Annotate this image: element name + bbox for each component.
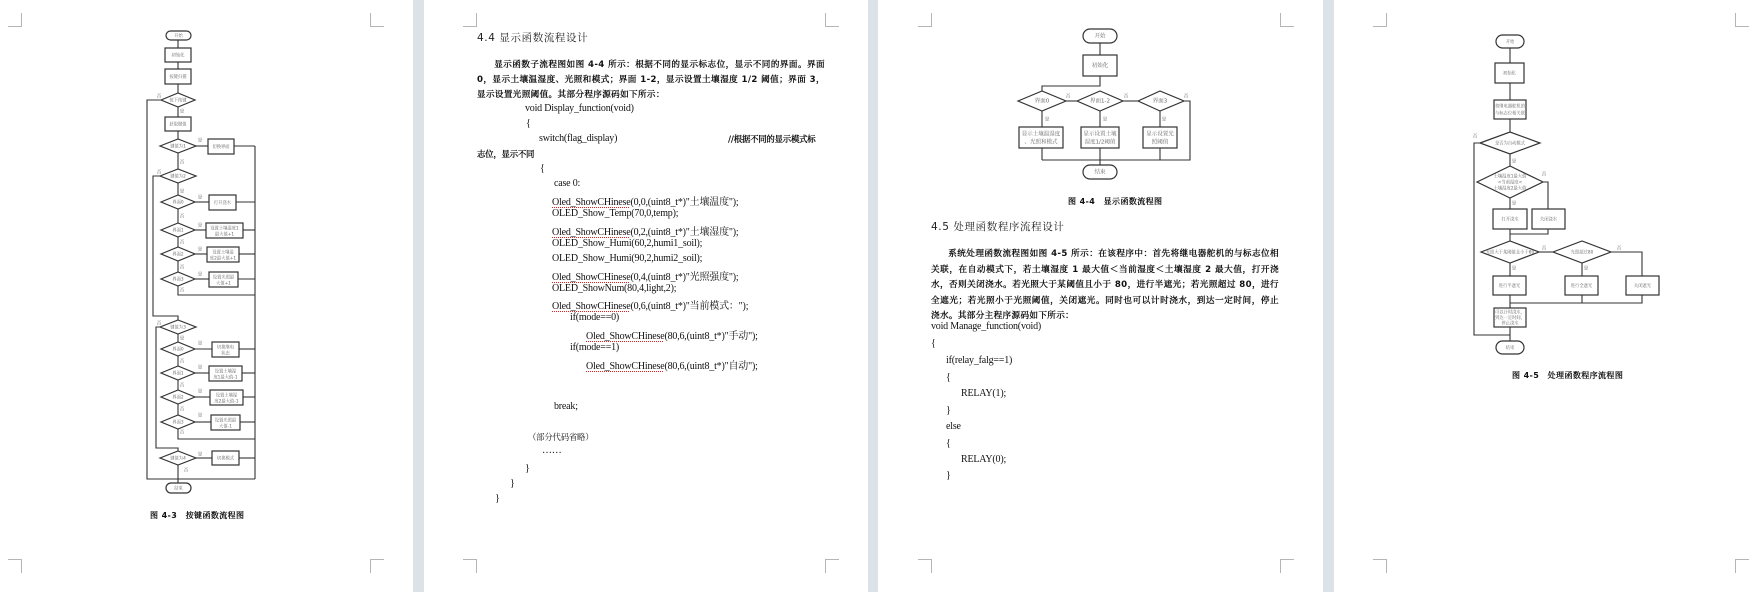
- svg-text:是: 是: [197, 138, 203, 144]
- inc2-node: [207, 247, 239, 262]
- svg-text:是: 是: [1044, 117, 1050, 123]
- code-line: void Manage_function(void): [931, 321, 1042, 332]
- dec3-node: [211, 415, 240, 430]
- init-node: [1495, 63, 1524, 83]
- code-token: (80,6,(uint8_t*)"自动");: [664, 361, 758, 372]
- svg-text:切换模式: 切换模式: [216, 456, 235, 462]
- svg-text:界面3: 界面3: [1152, 98, 1168, 105]
- svg-text:初始化: 初始化: [1503, 71, 1516, 77]
- svg-text:大值+1: 大值+1: [216, 281, 231, 287]
- svg-text:土壤湿度1最大值: 土壤湿度1最大值: [1493, 174, 1527, 180]
- section-heading: 4.4 显示函数流程设计: [477, 32, 589, 44]
- svg-text:否: 否: [179, 160, 185, 166]
- svg-text:设置土壤湿: 设置土壤湿: [212, 250, 234, 256]
- svg-text:关闭浇水: 关闭浇水: [1539, 217, 1558, 223]
- svg-text:初始化: 初始化: [1091, 63, 1109, 69]
- code-token: (0,6,(uint8_t*)"当前模式：");: [630, 301, 749, 312]
- code-line: {: [526, 118, 531, 129]
- relay-node: [212, 342, 239, 357]
- svg-text:否: 否: [179, 383, 185, 389]
- svg-text:否: 否: [179, 214, 185, 220]
- key2-decision: [160, 169, 196, 183]
- end-node: [166, 483, 191, 493]
- show-main-node: [1019, 127, 1063, 148]
- ui0-decision: [161, 342, 195, 356]
- svg-text:结束: 结束: [1094, 169, 1106, 176]
- code-comment: 志位，显示不同: [477, 149, 535, 159]
- code-line: OLED_Show_Temp(70,0,temp);: [552, 208, 679, 219]
- svg-text:是: 是: [197, 272, 203, 278]
- svg-text:<当前湿度<: <当前湿度<: [1497, 180, 1523, 186]
- svg-text:切换继电: 切换继电: [216, 345, 235, 351]
- start-node: [1083, 29, 1117, 43]
- code-line: ……: [542, 445, 562, 456]
- code-line: if(mode==0): [570, 312, 620, 323]
- svg-text:否: 否: [179, 407, 185, 413]
- svg-text:关闭遮光: 关闭遮光: [1633, 284, 1652, 289]
- svg-text:是: 是: [1511, 159, 1517, 165]
- page-3: [878, 0, 1323, 592]
- start-node: [166, 31, 191, 40]
- svg-text:最大值+1: 最大值+1: [214, 232, 235, 238]
- ui1-decision: [161, 366, 195, 380]
- code-line: }: [946, 405, 951, 416]
- end-node: [1083, 165, 1117, 179]
- code-line: OLED_ShowNum(80,4,light,2);: [552, 283, 677, 294]
- show-soil-threshold-node: [1081, 127, 1119, 148]
- code-line: [552, 223, 738, 238]
- svg-text:停止浇水: 停止浇水: [1501, 321, 1519, 327]
- code-line: {: [931, 338, 936, 349]
- process-function-flowchart: [1334, 0, 1762, 400]
- auto-mode-decision: [1480, 132, 1540, 154]
- water-off-node: [1532, 209, 1565, 229]
- show-light-threshold-node: [1143, 127, 1177, 148]
- svg-text:按下按键: 按下按键: [169, 98, 187, 104]
- svg-text:否: 否: [1616, 246, 1622, 252]
- get-key-node: [165, 117, 191, 131]
- svg-text:界面1: 界面1: [172, 228, 184, 234]
- svg-text:否: 否: [179, 288, 185, 294]
- svg-text:界面3: 界面3: [172, 277, 184, 283]
- end-node: [1496, 341, 1524, 354]
- svg-text:否: 否: [179, 240, 185, 246]
- svg-text:设置土壤湿度1: 设置土壤湿度1: [210, 226, 239, 232]
- half-shade-node: [1493, 276, 1526, 295]
- svg-text:是: 是: [179, 336, 185, 342]
- svg-text:是: 是: [197, 413, 203, 419]
- svg-text:是: 是: [197, 247, 203, 253]
- code-line: if(relay_falg==1): [946, 355, 1013, 366]
- humidity-decision: [1477, 166, 1543, 198]
- code-line: {: [946, 438, 951, 449]
- code-comment: //根据不同的显示模式标: [728, 134, 816, 144]
- svg-text:界面1: 界面1: [172, 371, 184, 377]
- code-token: (0,0,(uint8_t*)"土壤温度");: [630, 197, 739, 208]
- svg-text:界面0: 界面0: [1034, 98, 1050, 105]
- svg-text:否: 否: [156, 321, 162, 327]
- svg-text:是: 是: [1102, 117, 1108, 123]
- svg-text:光照超过80: 光照超过80: [1570, 250, 1594, 256]
- init-node: [165, 48, 191, 62]
- svg-text:开始: 开始: [1505, 40, 1515, 45]
- ui3-decision: [161, 415, 195, 429]
- inc1-node: [206, 223, 243, 238]
- svg-text:设置土壤湿: 设置土壤湿: [215, 393, 238, 399]
- svg-text:显示土壤温湿度: 显示土壤温湿度: [1021, 131, 1061, 138]
- code-line: RELAY(1);: [961, 388, 1007, 399]
- code-line: [552, 297, 748, 312]
- code-token: Oled_ShowCHinese: [586, 361, 665, 372]
- key1-decision: [160, 139, 196, 153]
- ui3-decision: [161, 272, 195, 286]
- code-token: (0,2,(uint8_t*)"土壤湿度");: [630, 227, 739, 238]
- margin-mark: [1735, 559, 1749, 573]
- svg-text:打开浇水: 打开浇水: [213, 201, 232, 206]
- svg-text:是: 是: [1161, 117, 1167, 123]
- svg-text:否: 否: [156, 94, 162, 100]
- svg-text:是: 是: [1511, 266, 1517, 272]
- section-heading: 4.5 处理函数程序流程设计: [931, 221, 1065, 233]
- code-line: [552, 193, 738, 208]
- svg-text:照阈值: 照阈值: [1151, 139, 1169, 146]
- ui1-decision: [161, 223, 195, 237]
- svg-text:进行全遮光: 进行全遮光: [1570, 284, 1593, 289]
- svg-text:光照大于某阈值且小于80: 光照大于某阈值且小于80: [1485, 250, 1535, 256]
- display-function-flowchart: [878, 0, 1323, 220]
- code-line: OLED_Show_Humi(90,2,humi2_soil);: [552, 253, 703, 264]
- svg-text:结束: 结束: [174, 486, 183, 492]
- light-range-decision: [1481, 241, 1539, 263]
- svg-text:设置光照最: 设置光照最: [212, 275, 235, 281]
- ui2-decision: [161, 247, 195, 261]
- code-line: if(mode==1): [570, 342, 620, 353]
- svg-text:是: 是: [179, 189, 185, 195]
- svg-text:初始化: 初始化: [171, 53, 185, 59]
- inc3-node: [209, 272, 238, 287]
- svg-text:度2最大值-1: 度2最大值-1: [214, 399, 239, 405]
- svg-text:否: 否: [179, 359, 185, 365]
- svg-text:界面2: 界面2: [172, 252, 184, 258]
- ui0-decision: [1018, 91, 1066, 111]
- code-token: Oled_ShowCHinese: [586, 331, 665, 342]
- svg-text:是: 是: [197, 389, 203, 395]
- code-line: }: [495, 493, 500, 504]
- switch-ui-node: [208, 139, 234, 154]
- svg-text:界面3: 界面3: [172, 420, 184, 426]
- svg-text:显示设置光: 显示设置光: [1146, 131, 1174, 138]
- code-note: （部分代码省略）: [528, 432, 594, 442]
- code-token: Oled_ShowCHinese: [552, 301, 631, 312]
- svg-text:度1最大值-1: 度1最大值-1: [213, 375, 238, 381]
- body-paragraph: 系统处理函数流程图如图 4-5 所示：在该程序中：首先将继电器舵机的与标志位相关联，在自动模式下，若土壤湿度 1 最大值＜当前湿度＜土壤湿度 2 最大值，打开浇水，否则关闭浇水。若光照大于某阈值且小于 80，进行半遮光；若光照超过 80，进行全遮光；若光照小于光照阈值，关闭遮光。同时也可以计时浇水，到达一定时间，停止浇水。其部分主程序源码如下所示：: [931, 249, 1279, 321]
- svg-text:键值为3: 键值为3: [170, 325, 186, 331]
- ui0-decision: [161, 195, 195, 209]
- svg-text:键值为4: 键值为4: [170, 456, 186, 462]
- key-function-flowchart: [0, 0, 413, 592]
- svg-text:否: 否: [156, 170, 162, 176]
- code-line: [586, 327, 758, 342]
- code-line: else: [946, 421, 961, 432]
- svg-text:否: 否: [183, 468, 189, 474]
- margin-mark: [463, 559, 477, 573]
- svg-text:否: 否: [1183, 94, 1189, 100]
- svg-text:土壤湿度2最大值: 土壤湿度2最大值: [1493, 186, 1527, 192]
- svg-text:按键扫描: 按键扫描: [169, 75, 187, 80]
- svg-text:是: 是: [197, 195, 203, 201]
- svg-text:度2最大值+1: 度2最大值+1: [209, 256, 237, 262]
- code-line: {: [946, 372, 951, 383]
- water-node: [209, 195, 236, 210]
- dec1-node: [209, 366, 242, 381]
- svg-text:否: 否: [1472, 134, 1478, 140]
- margin-mark: [918, 559, 932, 573]
- svg-text:结束: 结束: [1505, 346, 1515, 351]
- init-node: [1083, 55, 1117, 76]
- code-token: (0,4,(uint8_t*)"光照强度");: [630, 272, 739, 283]
- svg-text:设置光照最: 设置光照最: [214, 418, 237, 424]
- full-shade-node: [1565, 276, 1598, 295]
- svg-text:将继电器舵机的: 将继电器舵机的: [1494, 104, 1526, 110]
- svg-text:是: 是: [1583, 266, 1589, 272]
- svg-text:获取键值: 获取键值: [169, 122, 187, 128]
- code-token: (80,6,(uint8_t*)"手动");: [664, 331, 758, 342]
- svg-text:键值为1: 键值为1: [170, 144, 186, 150]
- code-line: RELAY(0);: [961, 454, 1007, 465]
- svg-text:大值-1: 大值-1: [219, 424, 232, 430]
- svg-text:是: 是: [197, 341, 203, 347]
- svg-text:否: 否: [1541, 246, 1547, 252]
- ui2-decision: [161, 390, 195, 404]
- page-2: [424, 0, 868, 592]
- key3-decision: [160, 320, 196, 334]
- figure-caption: 图 4-5 处理函数程序流程图: [1512, 371, 1624, 380]
- svg-text:是否为自动模式: 是否为自动模式: [1494, 141, 1526, 147]
- svg-text:否: 否: [179, 430, 185, 436]
- code-line: }: [946, 470, 951, 481]
- svg-text:是: 是: [179, 109, 185, 115]
- margin-mark: [463, 13, 477, 27]
- scan-node: [165, 69, 191, 84]
- key-pressed-decision: [161, 93, 195, 107]
- svg-text:到达一定时间，: 到达一定时间，: [1494, 316, 1526, 321]
- svg-text:界面0: 界面0: [172, 200, 184, 206]
- svg-text:、光照和模式: 、光照和模式: [1024, 139, 1058, 146]
- svg-text:界面1-2: 界面1-2: [1090, 98, 1110, 105]
- code-line: case 0:: [554, 178, 581, 189]
- svg-text:否: 否: [1123, 94, 1129, 100]
- svg-text:湿度1/2阈值: 湿度1/2阈值: [1084, 139, 1116, 146]
- timer-water-node: [1494, 308, 1526, 327]
- code-line: switch(flag_display): [539, 133, 618, 144]
- svg-text:打开浇水: 打开浇水: [1501, 217, 1519, 223]
- margin-mark: [825, 559, 839, 573]
- associate-node: [1494, 100, 1526, 119]
- svg-text:是: 是: [197, 452, 203, 458]
- code-token: Oled_ShowCHinese: [552, 272, 631, 283]
- svg-text:设置土壤湿: 设置土壤湿: [214, 369, 237, 375]
- svg-text:否: 否: [1065, 94, 1071, 100]
- svg-text:界面0: 界面0: [172, 347, 184, 353]
- key4-decision: [160, 451, 196, 465]
- code-line: }: [510, 478, 515, 489]
- water-on-node: [1493, 209, 1527, 229]
- svg-text:开始: 开始: [174, 34, 183, 39]
- svg-text:进行半遮光: 进行半遮光: [1498, 284, 1521, 289]
- page-1: [0, 0, 413, 592]
- svg-text:界面2: 界面2: [172, 395, 184, 401]
- code-line: }: [525, 463, 530, 474]
- page-4: [1334, 0, 1762, 592]
- svg-text:是: 是: [197, 223, 203, 229]
- svg-text:是: 是: [197, 365, 203, 371]
- margin-mark: [1373, 559, 1387, 573]
- svg-text:可以计时浇水，: 可以计时浇水，: [1494, 310, 1526, 316]
- code-token: Oled_ShowCHinese: [552, 197, 631, 208]
- mode-node: [212, 451, 239, 465]
- dec2-node: [210, 390, 243, 405]
- code-line: OLED_Show_Humi(60,2,humi1_soil);: [552, 238, 703, 249]
- figure-caption: 图 4-4 显示函数流程图: [1068, 197, 1163, 206]
- margin-mark: [825, 13, 839, 27]
- shade-off-node: [1626, 276, 1659, 295]
- start-node: [1496, 35, 1524, 48]
- code-line: break;: [554, 401, 578, 412]
- ui3-decision: [1138, 91, 1184, 111]
- svg-text:状态: 状态: [221, 351, 230, 357]
- figure-caption: 图 4-3 按键函数流程图: [150, 511, 245, 520]
- svg-text:显示设置土壤: 显示设置土壤: [1083, 131, 1117, 138]
- svg-text:与标志位相关联: 与标志位相关联: [1494, 111, 1526, 117]
- code-line: void Display_function(void): [525, 103, 634, 114]
- svg-text:键值为2: 键值为2: [170, 174, 186, 180]
- svg-text:开始: 开始: [1094, 33, 1106, 40]
- svg-text:是: 是: [1511, 201, 1517, 207]
- svg-text:切换界面: 切换界面: [212, 145, 230, 150]
- margin-mark: [1280, 559, 1294, 573]
- code-line: [586, 357, 758, 372]
- light-over-decision: [1553, 241, 1611, 263]
- svg-text:否: 否: [1541, 172, 1547, 178]
- code-line: [552, 268, 738, 283]
- body-paragraph: 显示函数子流程图如图 4-4 所示：根据不同的显示标志位，显示不同的界面。界面 0，显示土壤温湿度、光照和模式；界面 1-2，显示设置土壤湿度 1/2 阈值；界面 3，显示设置光照阈值。其部分程序源码如下所示：: [477, 60, 825, 100]
- svg-text:否: 否: [179, 265, 185, 271]
- code-line: {: [540, 163, 545, 174]
- ui12-decision: [1077, 91, 1123, 111]
- code-token: Oled_ShowCHinese: [552, 227, 631, 238]
